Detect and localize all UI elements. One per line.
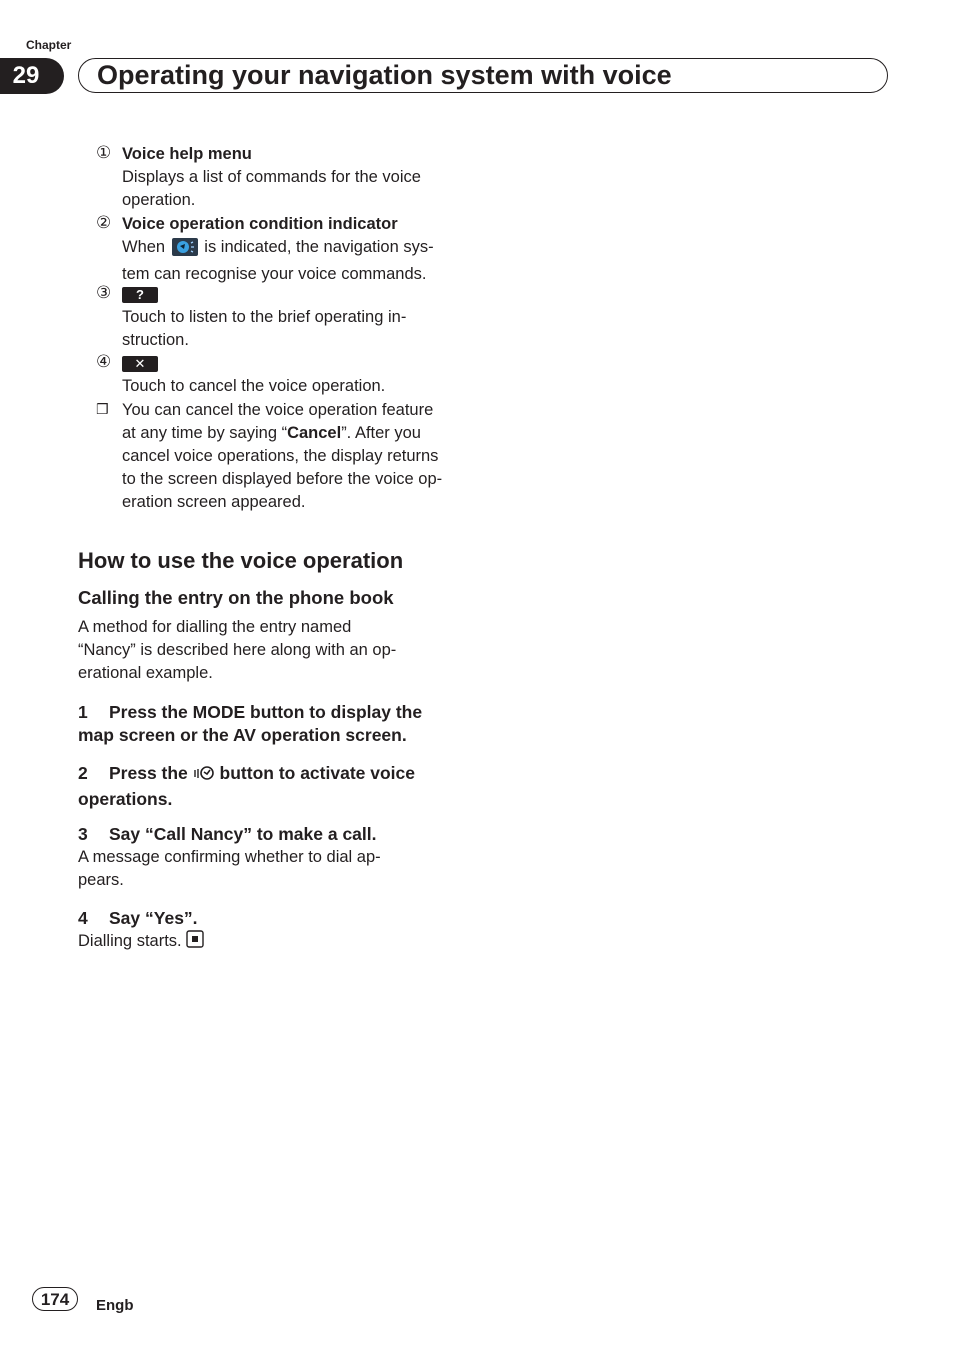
item-marker: ③: [96, 283, 112, 302]
step-desc: A message confirming whether to dial ap-: [78, 848, 381, 866]
chapter-title: Operating your navigation system with voice: [78, 58, 888, 93]
step-2: [78, 762, 468, 811]
item-title: Voice operation condition indicator: [122, 215, 398, 233]
chapter-label: Chapter: [26, 38, 72, 52]
item-desc-line: operation.: [122, 191, 196, 209]
note-text: ”. After you: [341, 424, 421, 442]
step-text: Say “Call Nancy” to make a call.: [109, 824, 377, 844]
item-desc-text: When: [122, 238, 166, 256]
item-desc-line: Touch to listen to the brief operating in-: [122, 308, 407, 326]
item-desc-line: Displays a list of commands for the voice: [122, 168, 421, 186]
note-line: eration screen appeared.: [122, 493, 306, 511]
language-code: Engb: [96, 1297, 134, 1314]
item-desc-line: tem can recognise your voice commands.: [122, 265, 427, 283]
item-desc-text: is indicated, the navigation sys-: [204, 238, 434, 256]
note-line: You can cancel the voice operation feature: [122, 401, 434, 419]
close-button-icon: ✕: [122, 356, 158, 372]
item-marker: ①: [96, 143, 112, 162]
section-intro: [78, 616, 468, 685]
step-number: 2: [78, 763, 88, 783]
note-line: to the screen displayed before the voice op-: [122, 470, 443, 488]
chapter-number: 29: [0, 58, 64, 94]
section-heading: How to use the voice operation: [78, 548, 404, 573]
step-4: [78, 907, 468, 955]
step-3: [78, 823, 468, 892]
item-marker: ②: [96, 213, 112, 232]
step-text: map screen or the AV operation screen.: [78, 725, 407, 745]
step-desc: Dialling starts.: [78, 932, 182, 950]
step-number: 4: [78, 908, 88, 928]
note-icon: ❒: [96, 401, 109, 417]
step-number: 3: [78, 824, 88, 844]
item-desc-line: struction.: [122, 331, 189, 349]
note-line: cancel voice operations, the display returns: [122, 447, 439, 465]
item-desc-line: Touch to cancel the voice operation.: [122, 377, 386, 395]
step-text: Press the: [109, 763, 188, 783]
step-number: 1: [78, 702, 88, 722]
intro-line: “Nancy” is described here along with an op-: [78, 641, 397, 659]
step-text: button to activate voice: [219, 763, 415, 783]
help-button-icon: ?: [122, 287, 158, 303]
item-title: Voice help menu: [122, 145, 252, 163]
step-desc: pears.: [78, 871, 124, 889]
item-marker: ④: [96, 352, 112, 371]
cancel-keyword: Cancel: [287, 424, 342, 442]
step-text: operations.: [78, 789, 173, 809]
voice-indicator-icon: [172, 238, 198, 263]
step-text: Say “Yes”.: [109, 908, 198, 928]
page-number: 174: [32, 1287, 78, 1311]
end-of-section-icon: [186, 930, 204, 955]
section-subheading: Calling the entry on the phone book: [78, 587, 394, 608]
intro-line: A method for dialling the entry named: [78, 618, 352, 636]
step-1: [78, 701, 468, 747]
note-text: at any time by saying “: [122, 424, 288, 442]
intro-line: erational example.: [78, 664, 213, 682]
voice-button-icon: [193, 764, 215, 788]
step-text: Press the MODE button to display the: [109, 702, 423, 722]
